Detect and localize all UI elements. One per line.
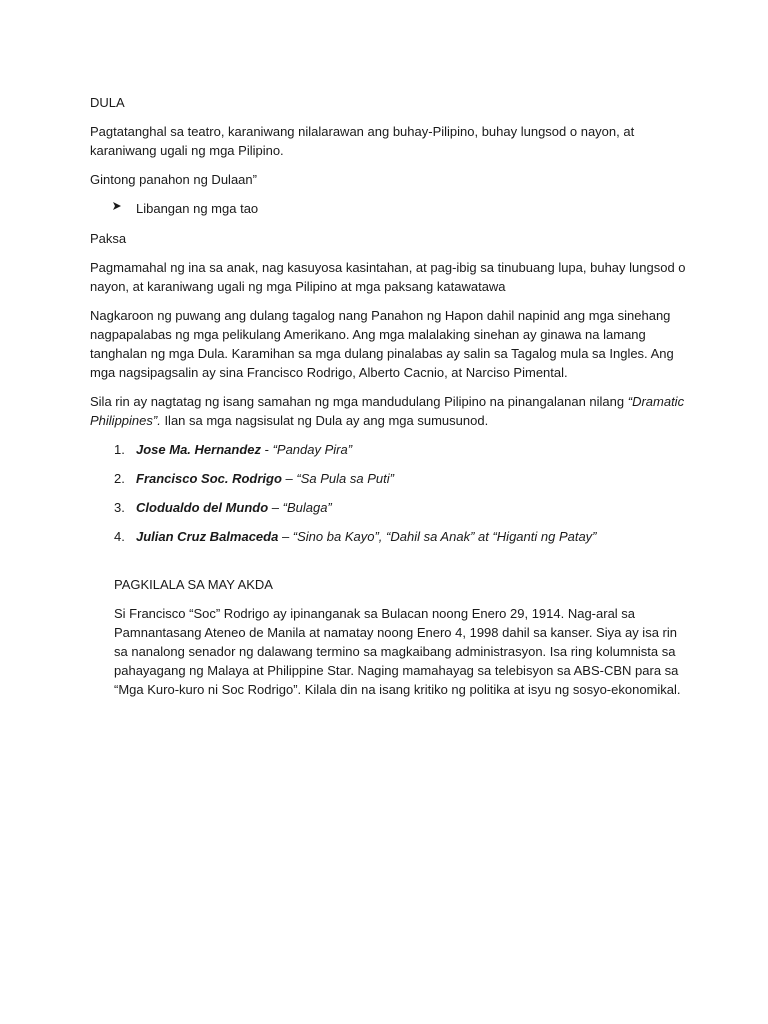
list-item-text [136,498,332,517]
paksa-heading: Paksa [90,231,127,246]
history-paragraph: Nagkaroon ng puwang ang dulang tagalog nang Panahon ng Hapon dahil napinid ang mga sinehang nagpapalabas ng mga pelikulang Amerikano. Ang mga malalaking sinehan ay ginawa na lamang tanghalan ng mga Dula. Karamihan sa mga dulang pinalabas ay salin sa Tagalog mula sa Ingles. Ang mga nagsipagsalin ay sina Francisco Rodrigo, Alberto Cacnio, at Narciso Pimental. [90,308,674,380]
author-heading: PAGKILALA SA MAY AKDA [114,577,273,592]
document-body [90,93,690,709]
list-number: 1. [114,442,125,457]
writer-works: “Panday Pira” [272,442,353,457]
list-number: 4. [114,529,125,544]
list-item [114,527,690,546]
writer-separator: – [278,529,293,544]
writer-works: “Bulaga” [282,500,332,515]
writers-list [90,440,690,546]
list-item-text [136,469,394,488]
list-item-text [136,440,352,459]
author-section [114,575,690,699]
intro-paragraph: Pagtatanghal sa teatro, karaniwang nilalarawan ang buhay-Pilipino, buhay lungsod o nayon, at karaniwang ugali ng mga Pilipino. [90,124,635,158]
writer-name: Francisco Soc. Rodrigo [136,471,282,486]
list-number: 2. [114,471,125,486]
list-item [114,469,690,488]
doc-title: DULA [90,95,125,110]
writer-works: “Sino ba Kayo”, “Dahil sa Anak” at “Higanti ng Patay” [292,529,597,544]
writer-name: Clodualdo del Mundo [136,500,269,515]
writer-separator: - [261,442,273,457]
arrowhead-shape [112,201,122,211]
writer-name: Julian Cruz Balmaceda [136,529,279,544]
bullet-text: Libangan ng mga tao [136,201,259,216]
group-text-after: Ilan sa mga nagsisulat ng Dula ay ang mga sumusunod. [160,413,489,428]
writer-separator: – [281,471,297,486]
list-item [114,440,690,459]
author-paragraph: Si Francisco “Soc” Rodrigo ay ipinanganak sa Bulacan noong Enero 29, 1914. Nag-aral sa Pamnantasang Ateneo de Manila at namatay noong Enero 4, 1998 dahil sa kanser. Siya ay isa rin sa nanalong senador ng dalawang termino sa magkaibang administrasyon. Isa ring kolumnista sa pahayagang ng Malaya at Philippine Star. Naging mamahayag sa telebisyon sa ABS-CBN para sa “Mga Kuro-kuro ni Soc Rodrigo”. Kilala din na isang kritiko ng politika at isyu ng sosyo-ekonomikal. [114,606,681,697]
group-paragraph [90,392,690,430]
writer-works: “Sa Pula sa Puti” [296,471,394,486]
bullet-list [90,199,690,218]
arrowhead-bullet-icon [112,199,136,218]
list-number: 3. [114,500,125,515]
writer-name: Jose Ma. Hernandez [136,442,261,457]
list-item [114,498,690,517]
group-name: “Dramatic Philippines”. [90,394,685,428]
golden-age-line: Gintong panahon ng Dulaan” [90,172,257,187]
paksa-paragraph: Pagmamahal ng ina sa anak, nag kasuyosa kasintahan, at pag-ibig sa tinubuang lupa, buhay lungsod o nayon, at karaniwang ugali ng mga Pilipino at mga paksang katawatawa [90,260,686,294]
group-text-before: Sila rin ay nagtatag ng isang samahan ng mga mandudulang Pilipino na pinangalanan nilang [90,394,628,409]
bullet-item [112,199,690,218]
writer-separator: – [268,500,283,515]
list-item-text [136,527,597,546]
